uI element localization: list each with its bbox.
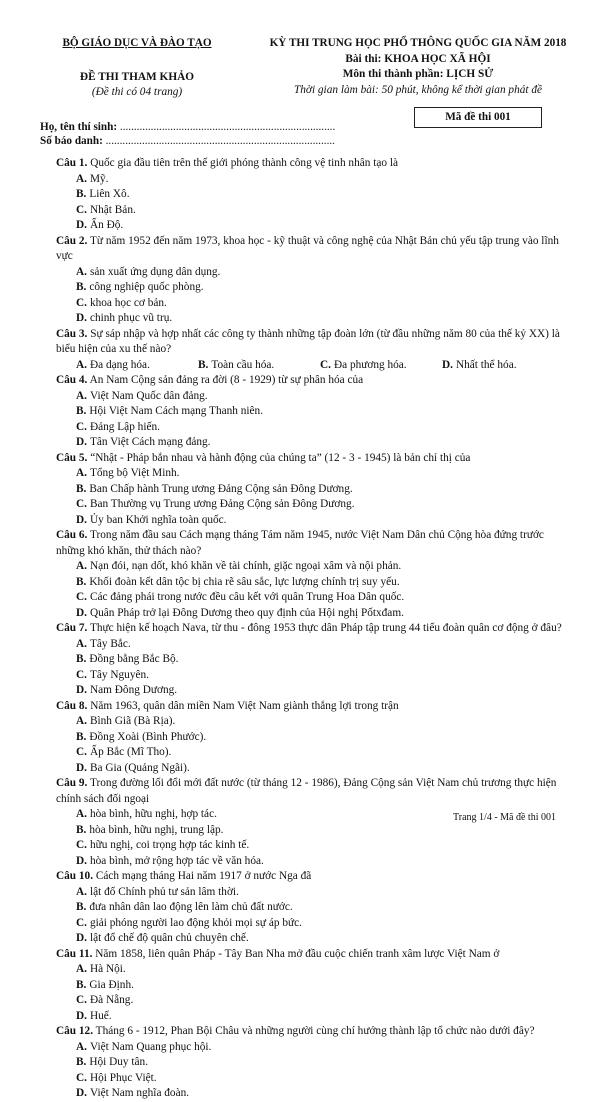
question-stem [56, 156, 566, 172]
header-left [22, 36, 252, 101]
option-letter: B. [76, 653, 87, 665]
question-block [56, 947, 566, 1025]
option-text: Mỹ. [89, 172, 109, 185]
answer-option [76, 497, 566, 513]
answer-option [76, 420, 322, 436]
option-text: Ban Chấp hành Trung ương Đảng Cộng sản Đông Dương. [89, 482, 353, 495]
option-letter: A. [76, 358, 87, 371]
exam-title: KỲ THI TRUNG HỌC PHỔ THÔNG QUỐC GIA NĂM 2018 [269, 37, 567, 49]
answer-option [76, 311, 322, 327]
option-letter: D. [76, 606, 87, 619]
question-number: Câu 2. [56, 234, 88, 247]
option-letter: A. [76, 637, 87, 650]
answer-option [76, 683, 322, 699]
option-letter: C. [320, 358, 331, 371]
option-letter: C. [76, 916, 87, 929]
question-stem [56, 776, 566, 807]
answer-option [76, 203, 322, 219]
question-block [56, 699, 566, 777]
option-text: Ba Gia (Quảng Ngãi). [89, 761, 190, 774]
option-letter: D. [76, 1087, 87, 1099]
subject-name: LỊCH SỬ [446, 68, 494, 80]
answer-option [76, 993, 322, 1009]
option-letter: B. [198, 358, 209, 371]
option-letter: D. [76, 513, 87, 526]
option-letter: C. [76, 746, 87, 758]
answer-option [76, 838, 322, 854]
answer-option [76, 404, 322, 420]
option-letter: D. [76, 761, 87, 774]
option-letter: B. [76, 281, 87, 293]
option-text: hòa bình, hữu nghị, hợp tác. [89, 808, 217, 820]
answer-option [76, 745, 322, 761]
question-block [56, 234, 566, 327]
option-text: Huế. [89, 1009, 112, 1022]
candidate-info [40, 120, 335, 148]
option-text: Tổng bộ Việt Minh. [89, 467, 180, 479]
option-text: công nghiệp quốc phòng. [89, 281, 204, 293]
question-block [56, 156, 566, 234]
answer-option [76, 482, 566, 498]
answer-option [76, 885, 566, 901]
answer-option [198, 358, 320, 374]
question-text: Năm 1963, quân dân miền Nam Việt Nam giành thắng lợi trong trận [87, 699, 399, 712]
option-letter: C. [76, 1071, 87, 1084]
question-stem [56, 947, 566, 963]
time-note: Thời gian làm bài: 50 phút, không kể thời gian phát đề [293, 83, 543, 96]
option-text: Ấp Bắc (Mĩ Tho). [89, 746, 172, 758]
pages-note: (Đề thi có 04 trang) [91, 86, 183, 98]
option-text: khoa học cơ bản. [89, 296, 167, 309]
answer-option [76, 1086, 322, 1102]
option-letter: B. [76, 1056, 87, 1068]
answer-option [76, 218, 322, 234]
answer-option [76, 730, 322, 746]
answer-option [76, 389, 322, 405]
option-text: Các đảng phái trong nước đều câu kết với quân Trung Hoa Dân quốc. [89, 591, 405, 603]
answer-options [56, 265, 566, 327]
option-letter: B. [76, 978, 87, 991]
option-letter: B. [76, 482, 87, 495]
header-right [248, 36, 588, 98]
question-text: Năm 1858, liên quân Pháp - Tây Ban Nha mở đầu cuộc chiến tranh xâm lược Việt Nam ở [92, 947, 500, 960]
option-text: hòa bình, hữu nghị, trung lập. [89, 823, 224, 836]
candidate-name-label: Họ, tên thí sinh: [40, 121, 118, 133]
question-number: Câu 4. [56, 374, 88, 386]
subject-group: Bài thi: KHOA HỌC XÃ HỘI [345, 52, 491, 65]
option-letter: C. [76, 668, 87, 681]
question-stem [56, 373, 566, 389]
exam-code-box: Mã đề thi 001 [414, 107, 542, 128]
ministry-name: BỘ GIÁO DỤC VÀ ĐÀO TẠO [62, 37, 212, 49]
question-block [56, 621, 566, 699]
option-letter: A. [76, 172, 87, 185]
option-letter: C. [76, 994, 87, 1006]
question-number: Câu 3. [56, 327, 88, 340]
option-text: Hội Duy tân. [89, 1056, 149, 1068]
answer-options [56, 962, 566, 1024]
question-number: Câu 10. [56, 870, 94, 882]
option-text: Việt Nam Quốc dân đảng. [89, 389, 208, 402]
answer-option [442, 358, 564, 374]
subject-prefix: Môn thi thành phần: [342, 68, 447, 80]
answer-option [76, 652, 322, 668]
option-text: Ủy ban Khởi nghĩa toàn quốc. [89, 513, 227, 526]
question-number: Câu 11. [56, 947, 93, 960]
doc-type: ĐỀ THI THAM KHẢO [79, 70, 195, 83]
option-letter: B. [76, 901, 87, 913]
option-letter: C. [76, 498, 87, 510]
option-letter: A. [76, 715, 87, 727]
candidate-id-row [40, 134, 335, 148]
answer-option [76, 714, 322, 730]
answer-option [76, 187, 322, 203]
answer-option [76, 559, 566, 575]
question-block [56, 373, 566, 451]
option-text: Nạn đói, nạn dốt, khó khăn về tài chính, giặc ngoại xâm và nội phản. [89, 560, 402, 572]
option-text: Khối đoàn kết dân tộc bị chia rẽ sâu sắc, lực lượng chính trị suy yếu. [89, 575, 400, 588]
answer-option [76, 1009, 322, 1025]
answer-option [76, 435, 322, 451]
subject-line [248, 67, 588, 83]
option-text: Đa dạng hóa. [89, 358, 150, 371]
candidate-id-blank: .................................................................................. [102, 135, 335, 147]
answer-option [76, 296, 322, 312]
option-letter: B. [76, 188, 87, 200]
question-block [56, 869, 566, 947]
question-block [56, 451, 566, 529]
answer-options [56, 358, 566, 374]
option-letter: B. [76, 575, 87, 588]
page-footer: Trang 1/4 - Mã đề thi 001 [453, 812, 556, 823]
option-text: Tây Bắc. [89, 637, 131, 650]
option-letter: B. [76, 405, 87, 417]
question-stem [56, 451, 566, 467]
option-letter: A. [76, 963, 87, 975]
option-text: Gia Định. [89, 978, 134, 991]
answer-option [76, 172, 322, 188]
option-text: Hà Nội. [89, 963, 126, 975]
option-text: Đồng bằng Bắc Bộ. [89, 653, 179, 665]
option-letter: C. [76, 296, 87, 309]
question-number: Câu 7. [56, 622, 88, 634]
question-number: Câu 9. [56, 777, 88, 789]
answer-option [76, 637, 322, 653]
answer-options [56, 559, 566, 621]
option-text: Đảng Lập hiến. [89, 420, 160, 433]
answer-option [76, 1040, 322, 1056]
option-text: Tây Nguyên. [89, 668, 149, 681]
option-text: Ban Thường vụ Trung ương Đảng Cộng sản Đông Dương. [89, 498, 355, 510]
option-letter: D. [442, 358, 453, 371]
option-letter: D. [76, 312, 87, 324]
answer-options [56, 172, 566, 234]
option-letter: A. [76, 560, 87, 572]
option-letter: C. [76, 420, 87, 433]
question-stem [56, 699, 566, 715]
option-text: Việt Nam nghĩa đoàn. [89, 1087, 190, 1099]
question-text: Từ năm 1952 đến năm 1973, khoa học - kỹ thuật và công nghệ của Nhật Bản chủ yếu tập trung vào lĩnh vực [56, 234, 559, 262]
question-text: An Nam Cộng sản đảng ra đời (8 - 1929) từ sự phân hóa của [87, 374, 364, 386]
question-stem [56, 1024, 566, 1040]
option-letter: C. [76, 839, 87, 851]
option-text: Đa phương hóa. [333, 358, 407, 371]
answer-options [56, 714, 566, 776]
question-stem [56, 327, 566, 358]
question-number: Câu 1. [56, 157, 88, 169]
option-letter: B. [76, 823, 87, 836]
question-list [56, 156, 566, 1102]
option-text: sản xuất ứng dụng dân dụng. [89, 265, 221, 278]
option-text: hòa bình, mở rộng hợp tác về văn hóa. [89, 854, 264, 867]
answer-options [56, 389, 566, 451]
option-letter: D. [76, 854, 87, 867]
option-letter: A. [76, 389, 87, 402]
answer-option [320, 358, 442, 374]
option-text: chinh phục vũ trụ. [89, 312, 173, 324]
question-number: Câu 6. [56, 529, 88, 541]
answer-options [56, 885, 566, 947]
answer-option [76, 466, 566, 482]
question-block [56, 1024, 566, 1102]
option-text: giải phóng người lao động khỏi mọi sự áp bức. [89, 916, 302, 929]
question-text: Thực hiện kế hoạch Nava, từ thu - đông 1953 thực dân Pháp tập trung 44 tiểu đoàn quân cơ động ở đâu? [87, 622, 562, 634]
question-stem [56, 234, 566, 265]
option-text: Nam Đông Dương. [89, 684, 178, 696]
answer-option [76, 807, 322, 823]
question-stem [56, 869, 566, 885]
candidate-name-row [40, 120, 335, 134]
question-block [56, 327, 566, 374]
option-text: lật đổ Chính phủ tư sản lâm thời. [89, 885, 239, 898]
option-letter: A. [76, 808, 87, 820]
question-text: Quốc gia đầu tiên trên thế giới phóng thành công vệ tinh nhân tạo là [87, 157, 398, 169]
answer-option [76, 575, 566, 591]
question-text: Tháng 6 - 1912, Phan Bội Châu và những người cùng chí hướng thành lập tổ chức nào dưới đây? [93, 1025, 535, 1037]
option-letter: D. [76, 1009, 87, 1022]
question-number: Câu 5. [56, 451, 88, 464]
answer-option [76, 900, 566, 916]
answer-option [76, 358, 198, 374]
answer-option [76, 854, 322, 870]
option-text: hữu nghị, coi trọng hợp tác kinh tế. [89, 839, 250, 851]
answer-options [56, 1040, 566, 1102]
answer-option [76, 761, 322, 777]
option-letter: A. [76, 1040, 87, 1053]
option-text: đưa nhân dân lao động lên làm chủ đất nước. [89, 901, 293, 913]
answer-options [56, 466, 566, 528]
candidate-id-label: Số báo danh: [40, 135, 103, 147]
answer-option [76, 916, 566, 932]
answer-option [76, 668, 322, 684]
option-text: Nhất thể hóa. [455, 358, 517, 371]
option-text: Đồng Xoài (Bình Phước). [89, 730, 207, 743]
question-text: Trong đường lối đổi mới đất nước (từ tháng 12 - 1986), Đảng Cộng sản Việt Nam chủ trương thực hiện chính sách đối ngoại [56, 777, 557, 805]
option-letter: A. [76, 467, 87, 479]
answer-option [76, 823, 322, 839]
option-text: Việt Nam Quang phục hội. [89, 1040, 212, 1053]
option-text: Nhật Bản. [89, 203, 136, 216]
question-number: Câu 8. [56, 699, 88, 712]
option-text: lật đổ chế độ quân chủ chuyên chế. [89, 932, 249, 944]
answer-option [76, 280, 322, 296]
option-letter: D. [76, 219, 87, 231]
question-stem [56, 528, 566, 559]
answer-option [76, 978, 322, 994]
question-text: “Nhật - Pháp bắn nhau và hành động của chúng ta” (12 - 3 - 1945) là bản chỉ thị của [87, 451, 471, 464]
option-letter: D. [76, 932, 87, 944]
option-letter: A. [76, 265, 87, 278]
question-stem [56, 621, 566, 637]
answer-option [76, 513, 566, 529]
option-text: Tân Việt Cách mạng đảng. [89, 436, 211, 448]
option-text: Bình Giã (Bà Rịa). [89, 715, 176, 727]
question-text: Trong năm đầu sau Cách mạng tháng Tám năm 1945, nước Việt Nam Dân chủ Cộng hòa đứng trước những khó khăn, thử thách nào? [56, 529, 544, 557]
question-block [56, 528, 566, 621]
option-letter: D. [76, 436, 87, 448]
answer-option [76, 1071, 322, 1087]
option-letter: C. [76, 591, 87, 603]
option-letter: B. [76, 730, 87, 743]
answer-options [56, 637, 566, 699]
question-number: Câu 12. [56, 1025, 94, 1037]
option-text: Ấn Độ. [89, 219, 124, 231]
answer-option [76, 606, 566, 622]
option-text: Hội Việt Nam Cách mạng Thanh niên. [89, 405, 264, 417]
option-text: Đà Nẵng. [89, 994, 134, 1006]
option-letter: C. [76, 203, 87, 216]
answer-option [76, 590, 566, 606]
candidate-name-blank: ............................................................................. [117, 121, 336, 133]
option-text: Quân Pháp trở lại Đông Dương theo quy định của Hội nghị Pốtxđam. [89, 606, 404, 619]
option-text: Toàn cầu hóa. [211, 358, 275, 371]
answer-option [76, 1055, 322, 1071]
option-letter: D. [76, 684, 87, 696]
answer-option [76, 931, 566, 947]
question-text: Sự sáp nhập và hợp nhất các công ty thành những tập đoàn lớn (từ đầu những năm 80 của thế kỷ XX) là biểu hiện của xu thế nào? [56, 327, 560, 355]
option-text: Hội Phục Việt. [89, 1071, 157, 1084]
option-letter: A. [76, 885, 87, 898]
answer-option [76, 962, 322, 978]
question-text: Cách mạng tháng Hai năm 1917 ở nước Nga đã [93, 870, 312, 882]
answer-option [76, 265, 322, 281]
option-text: Liên Xô. [89, 188, 130, 200]
